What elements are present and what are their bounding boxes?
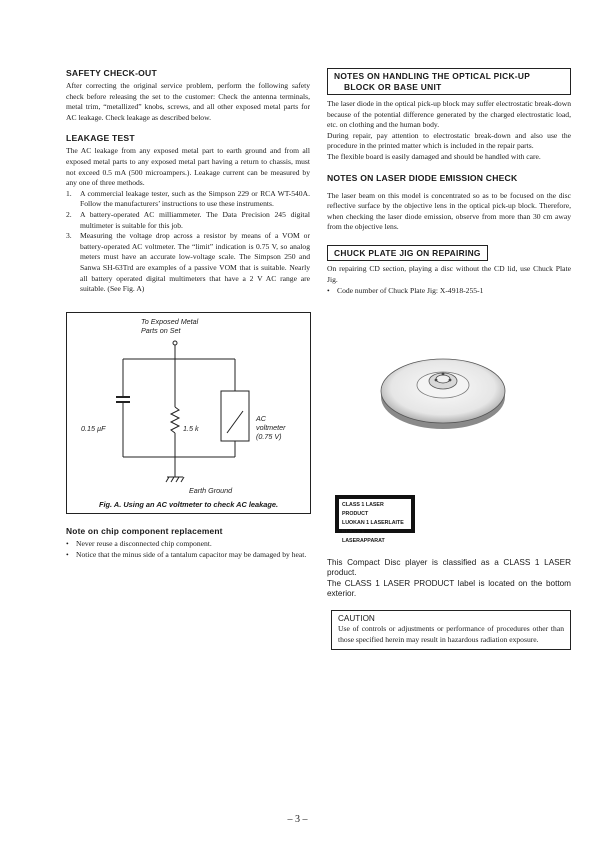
classification-section [327,558,571,600]
chuck-plate-heading: CHUCK PLATE JIG ON REPAIRING [327,245,488,262]
chip-note-list [66,539,310,560]
laser-label-line-3: KLASS 1 LASERAPPARAT [342,529,385,544]
optical-pickup-paragraph-2: During repair, pay attention to electrostatic break-down and also use the procedure in the printed matter which is included in the repair parts. [327,130,571,151]
earth-ground-label: Earth Ground [189,486,233,495]
voltmeter-label-1: AC [256,414,266,423]
classification-text-2: The CLASS 1 LASER PRODUCT label is located on the bottom exterior. [327,578,571,599]
optical-pickup-paragraph-1: The laser diode in the optical pick-up block may suffer electrostatic break-down because of the potential difference generated by the charged electrostatic load, etc. on clothing and the human body. [327,99,571,130]
laser-label-line-1: CLASS 1 LASER PRODUCT [342,502,384,517]
chuck-plate-list [327,286,571,297]
list-item: 3. Measuring the voltage drop across a resistor by means of a VOM or battery-operated AC voltmeter. The “limit” indication is 0.75 V, so analog meters must have an accurate low-voltage scale. The Simpson 250 and Sanwa SH-63Trd are examples of a passive VOM that is suitable. Nearly all battery operated digital multimeters that have a 2 V AC range are suitable. (See Fig. A) [66,231,310,294]
figure-a-box [66,312,311,514]
list-item: • Never reuse a disconnected chip component. [66,539,212,548]
safety-checkout-text: After correcting the original service problem, perform the following safety check before releasing the set to the customer: Check the antenna terminals, metal trim, “metallized” knobs, screws, and all other exposed metal parts for AC leakage. Check leakage as described below. [66,81,310,122]
top-label-line-2: Parts on Set [141,326,181,335]
resistor-symbol [171,407,179,433]
jig-hole [435,379,438,382]
optical-pickup-paragraph-3: The flexible board is easily damaged and should be handled with care. [327,151,541,161]
top-terminal [173,341,177,345]
classification-text-1: This Compact Disc player is classified as a CLASS 1 LASER product. [327,558,571,578]
caution-heading: CAUTION [338,614,375,623]
leakage-test-intro: The AC leakage from any exposed metal part to earth ground and from all exposed metal parts to any exposed metal part having a return to chassis, must not exceed 0.5 mA (500 microampers.). Leakage current can be measured by any one of three methods. [66,146,310,188]
optical-pickup-heading-box [327,68,571,95]
chuck-plate-jig-image [378,345,508,437]
laser-emission-heading: NOTES ON LASER DIODE EMISSION CHECK [327,172,518,183]
optical-pickup-heading-line-2: BLOCK OR BASE UNIT [344,81,442,92]
leakage-methods-list [66,189,310,295]
figure-caption: Fig. A. Using an AC voltmeter to check AC leakage. [98,500,279,509]
voltmeter-label-3: (0.75 V) [256,432,282,441]
jig-hole [442,373,445,376]
ground-symbol [181,477,184,482]
laser-label-line-2: LUOKAN 1 LASERLAITE [342,520,404,526]
voltmeter-label-2: voltmeter [256,423,286,432]
list-item: • Code number of Chuck Plate Jig: X-4918-255-1 [327,285,484,295]
jig-center [436,375,450,383]
chip-note-heading: Note on chip component replacement [66,526,223,536]
resistor-label: 1.5 k [183,424,199,433]
ground-symbol [171,477,174,482]
chip-note-section [66,526,310,560]
capacitor-label: 0.15 µF [81,424,106,433]
caution-text: Use of controls or adjustments or performance of procedures other than those specified herein may result in hazardous radiation exposure. [338,624,564,644]
page-number: – 3 – [287,814,308,825]
ground-symbol [166,477,169,482]
top-label-line-1: To Exposed Metal [141,317,199,326]
list-item: • Notice that the minus side of a tantalum capacitor may be damaged by heat. [66,549,307,559]
safety-checkout-heading: SAFETY CHECK-OUT [66,68,157,78]
laser-emission-text: The laser beam on this model is concentrated so as to be focused on the disc reflective surface by the objective lens in the optical pick-up block. Therefore, when checking the laser diode emission, observe from more than 30 cm away from the objective lens. [327,190,571,232]
ground-symbol [176,477,179,482]
optical-pickup-heading-line-1: NOTES ON HANDLING THE OPTICAL PICK-UP [334,71,531,81]
voltmeter-needle [227,411,243,433]
list-item: 2. A battery-operated AC milliammeter. The Data Precision 245 digital multimeter is suitable for this job. [66,209,310,230]
voltmeter-box [221,391,249,441]
jig-hole [449,379,452,382]
list-item: 1. A commercial leakage tester, such as the Simpson 229 or RCA WT-540A. Follow the manufacturers’ instructions to use these instruments. [66,188,310,209]
chuck-plate-text: On repairing CD section, playing a disc without the CD lid, use Chuck Plate Jig. [327,264,571,285]
leakage-test-heading: LEAKAGE TEST [66,133,135,144]
leakage-circuit-diagram [67,313,310,513]
left-column [66,68,310,295]
caution-box [331,610,571,650]
right-column [327,68,571,296]
class1-laser-label [335,495,415,544]
